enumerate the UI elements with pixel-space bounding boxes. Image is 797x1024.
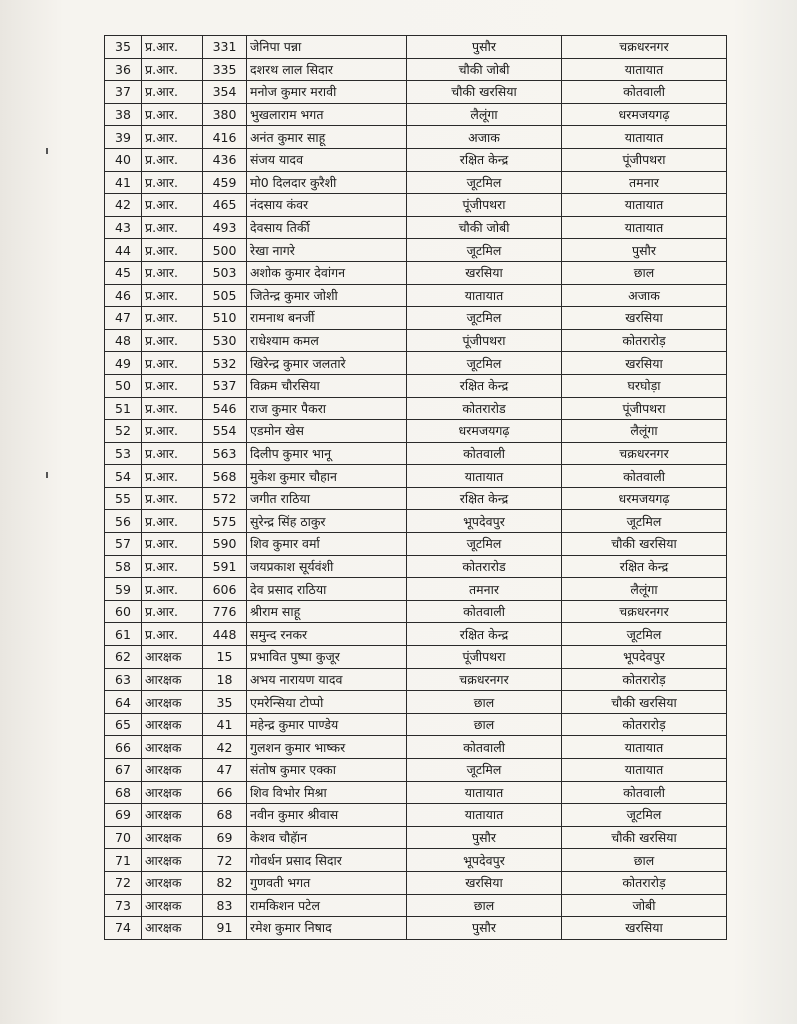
rank-cell: प्र.आर. [142, 533, 203, 556]
to-posting-cell: अजाक [562, 284, 727, 307]
serial-number-cell: 64 [105, 691, 142, 714]
employee-name-cell: मनोज कुमार मरावी [247, 81, 407, 104]
rank-cell: प्र.आर. [142, 600, 203, 623]
transfer-table [104, 35, 727, 940]
rank-cell: प्र.आर. [142, 510, 203, 533]
table-row [105, 533, 727, 556]
table-row [105, 781, 727, 804]
employee-name-cell: अनंत कुमार साहू [247, 126, 407, 149]
serial-number-cell: 40 [105, 148, 142, 171]
badge-number-cell: 35 [203, 691, 247, 714]
employee-name-cell: प्रभावित पुष्पा कुजूर [247, 646, 407, 669]
badge-number-cell: 493 [203, 216, 247, 239]
employee-name-cell: रामनाथ बनर्जी [247, 307, 407, 330]
rank-cell: आरक्षक [142, 668, 203, 691]
badge-number-cell: 546 [203, 397, 247, 420]
table-body [105, 36, 727, 940]
from-posting-cell: धरमजयगढ़ [407, 420, 562, 443]
from-posting-cell: चौकी जोबी [407, 58, 562, 81]
to-posting-cell: जूटमिल [562, 623, 727, 646]
employee-name-cell: शिव विभोर मिश्रा [247, 781, 407, 804]
serial-number-cell: 50 [105, 374, 142, 397]
table-row [105, 849, 727, 872]
punch-mark [46, 148, 48, 154]
rank-cell: प्र.आर. [142, 465, 203, 488]
rank-cell: प्र.आर. [142, 58, 203, 81]
rank-cell: आरक्षक [142, 646, 203, 669]
to-posting-cell: रक्षित केन्द्र [562, 555, 727, 578]
from-posting-cell: यातायात [407, 781, 562, 804]
rank-cell: प्र.आर. [142, 216, 203, 239]
rank-cell: प्र.आर. [142, 36, 203, 59]
table-row [105, 736, 727, 759]
table-row [105, 646, 727, 669]
employee-name-cell: विक्रम चौरसिया [247, 374, 407, 397]
to-posting-cell: लैलूंगा [562, 420, 727, 443]
from-posting-cell: जूटमिल [407, 533, 562, 556]
badge-number-cell: 572 [203, 487, 247, 510]
serial-number-cell: 69 [105, 804, 142, 827]
badge-number-cell: 563 [203, 442, 247, 465]
table-row [105, 352, 727, 375]
badge-number-cell: 510 [203, 307, 247, 330]
badge-number-cell: 591 [203, 555, 247, 578]
employee-name-cell: सुरेन्द्र सिंह ठाकुर [247, 510, 407, 533]
rank-cell: आरक्षक [142, 804, 203, 827]
rank-cell: प्र.आर. [142, 374, 203, 397]
badge-number-cell: 606 [203, 578, 247, 601]
badge-number-cell: 41 [203, 713, 247, 736]
to-posting-cell: कोतरारोड़ [562, 871, 727, 894]
from-posting-cell: चक्रधरनगर [407, 668, 562, 691]
serial-number-cell: 35 [105, 36, 142, 59]
rank-cell: प्र.आर. [142, 397, 203, 420]
badge-number-cell: 503 [203, 261, 247, 284]
rank-cell: प्र.आर. [142, 555, 203, 578]
employee-name-cell: दशरथ लाल सिदार [247, 58, 407, 81]
serial-number-cell: 48 [105, 329, 142, 352]
rank-cell: प्र.आर. [142, 103, 203, 126]
rank-cell: प्र.आर. [142, 329, 203, 352]
serial-number-cell: 74 [105, 917, 142, 940]
to-posting-cell: कोतरारोड़ [562, 329, 727, 352]
from-posting-cell: चौकी जोबी [407, 216, 562, 239]
badge-number-cell: 331 [203, 36, 247, 59]
from-posting-cell: रक्षित केन्द्र [407, 487, 562, 510]
table-row [105, 284, 727, 307]
badge-number-cell: 68 [203, 804, 247, 827]
badge-number-cell: 537 [203, 374, 247, 397]
badge-number-cell: 459 [203, 171, 247, 194]
badge-number-cell: 416 [203, 126, 247, 149]
rank-cell: आरक्षक [142, 826, 203, 849]
to-posting-cell: पुसौर [562, 239, 727, 262]
serial-number-cell: 59 [105, 578, 142, 601]
employee-name-cell: भुखलाराम भगत [247, 103, 407, 126]
rank-cell: प्र.आर. [142, 578, 203, 601]
to-posting-cell: खरसिया [562, 352, 727, 375]
rank-cell: प्र.आर. [142, 623, 203, 646]
employee-name-cell: अभय नारायण यादव [247, 668, 407, 691]
punch-mark [46, 472, 48, 478]
badge-number-cell: 500 [203, 239, 247, 262]
employee-name-cell: खिरेन्द्र कुमार जलतारे [247, 352, 407, 375]
employee-name-cell: राज कुमार पैकरा [247, 397, 407, 420]
serial-number-cell: 43 [105, 216, 142, 239]
from-posting-cell: छाल [407, 894, 562, 917]
table-row [105, 126, 727, 149]
serial-number-cell: 37 [105, 81, 142, 104]
from-posting-cell: जूटमिल [407, 171, 562, 194]
table-row [105, 103, 727, 126]
from-posting-cell: कोतवाली [407, 442, 562, 465]
employee-name-cell: अशोक कुमार देवांगन [247, 261, 407, 284]
employee-name-cell: श्रीराम साहू [247, 600, 407, 623]
from-posting-cell: जूटमिल [407, 239, 562, 262]
rank-cell: प्र.आर. [142, 420, 203, 443]
employee-name-cell: नंदसाय कंवर [247, 194, 407, 217]
rank-cell: प्र.आर. [142, 148, 203, 171]
to-posting-cell: यातायात [562, 58, 727, 81]
badge-number-cell: 42 [203, 736, 247, 759]
table-row [105, 216, 727, 239]
to-posting-cell: यातायात [562, 126, 727, 149]
table-row [105, 239, 727, 262]
badge-number-cell: 83 [203, 894, 247, 917]
from-posting-cell: पुसौर [407, 917, 562, 940]
from-posting-cell: जूटमिल [407, 352, 562, 375]
from-posting-cell: पूंजीपथरा [407, 329, 562, 352]
serial-number-cell: 58 [105, 555, 142, 578]
to-posting-cell: भूपदेवपुर [562, 646, 727, 669]
employee-name-cell: गुणवती भगत [247, 871, 407, 894]
serial-number-cell: 39 [105, 126, 142, 149]
from-posting-cell: जूटमिल [407, 307, 562, 330]
badge-number-cell: 335 [203, 58, 247, 81]
to-posting-cell: यातायात [562, 759, 727, 782]
serial-number-cell: 45 [105, 261, 142, 284]
table-row [105, 442, 727, 465]
table-row [105, 623, 727, 646]
badge-number-cell: 448 [203, 623, 247, 646]
employee-name-cell: रामकिशन पटेल [247, 894, 407, 917]
rank-cell: आरक्षक [142, 917, 203, 940]
to-posting-cell: चक्रधरनगर [562, 442, 727, 465]
table-row [105, 194, 727, 217]
serial-number-cell: 56 [105, 510, 142, 533]
to-posting-cell: कोतवाली [562, 465, 727, 488]
serial-number-cell: 67 [105, 759, 142, 782]
serial-number-cell: 60 [105, 600, 142, 623]
rank-cell: प्र.आर. [142, 239, 203, 262]
table-row [105, 465, 727, 488]
employee-name-cell: एडमोन खेस [247, 420, 407, 443]
badge-number-cell: 47 [203, 759, 247, 782]
rank-cell: आरक्षक [142, 691, 203, 714]
table-row [105, 81, 727, 104]
table-row [105, 555, 727, 578]
serial-number-cell: 68 [105, 781, 142, 804]
to-posting-cell: खरसिया [562, 917, 727, 940]
employee-name-cell: एमरेन्सिया टोप्पो [247, 691, 407, 714]
rank-cell: प्र.आर. [142, 171, 203, 194]
rank-cell: प्र.आर. [142, 261, 203, 284]
from-posting-cell: रक्षित केन्द्र [407, 148, 562, 171]
rank-cell: आरक्षक [142, 759, 203, 782]
table-row [105, 397, 727, 420]
employee-name-cell: रेखा नागरे [247, 239, 407, 262]
serial-number-cell: 49 [105, 352, 142, 375]
from-posting-cell: खरसिया [407, 261, 562, 284]
serial-number-cell: 62 [105, 646, 142, 669]
badge-number-cell: 530 [203, 329, 247, 352]
employee-name-cell: गुलशन कुमार भाष्कर [247, 736, 407, 759]
rank-cell: प्र.आर. [142, 194, 203, 217]
employee-name-cell: मो0 दिलदार कुरैशी [247, 171, 407, 194]
table-row [105, 487, 727, 510]
table-row [105, 148, 727, 171]
serial-number-cell: 70 [105, 826, 142, 849]
table-row [105, 420, 727, 443]
to-posting-cell: लैलूंगा [562, 578, 727, 601]
to-posting-cell: जूटमिल [562, 804, 727, 827]
from-posting-cell: छाल [407, 691, 562, 714]
to-posting-cell: चौकी खरसिया [562, 826, 727, 849]
from-posting-cell: यातायात [407, 465, 562, 488]
badge-number-cell: 436 [203, 148, 247, 171]
serial-number-cell: 52 [105, 420, 142, 443]
from-posting-cell: यातायात [407, 804, 562, 827]
badge-number-cell: 72 [203, 849, 247, 872]
employee-name-cell: नवीन कुमार श्रीवास [247, 804, 407, 827]
from-posting-cell: रक्षित केन्द्र [407, 374, 562, 397]
from-posting-cell: कोतवाली [407, 736, 562, 759]
rank-cell: प्र.आर. [142, 81, 203, 104]
to-posting-cell: धरमजयगढ़ [562, 103, 727, 126]
table-row [105, 804, 727, 827]
to-posting-cell: चक्रधरनगर [562, 36, 727, 59]
employee-name-cell: मुकेश कुमार चौहान [247, 465, 407, 488]
from-posting-cell: लैलूंगा [407, 103, 562, 126]
employee-name-cell: गोवर्धन प्रसाद सिदार [247, 849, 407, 872]
serial-number-cell: 65 [105, 713, 142, 736]
table-row [105, 871, 727, 894]
badge-number-cell: 776 [203, 600, 247, 623]
to-posting-cell: तमनार [562, 171, 727, 194]
serial-number-cell: 46 [105, 284, 142, 307]
serial-number-cell: 55 [105, 487, 142, 510]
from-posting-cell: तमनार [407, 578, 562, 601]
badge-number-cell: 575 [203, 510, 247, 533]
from-posting-cell: छाल [407, 713, 562, 736]
badge-number-cell: 590 [203, 533, 247, 556]
serial-number-cell: 47 [105, 307, 142, 330]
to-posting-cell: यातायात [562, 736, 727, 759]
rank-cell: प्र.आर. [142, 352, 203, 375]
to-posting-cell: धरमजयगढ़ [562, 487, 727, 510]
rank-cell: प्र.आर. [142, 126, 203, 149]
to-posting-cell: कोतरारोड़ [562, 668, 727, 691]
badge-number-cell: 69 [203, 826, 247, 849]
table-row [105, 691, 727, 714]
employee-name-cell: देव प्रसाद राठिया [247, 578, 407, 601]
from-posting-cell: खरसिया [407, 871, 562, 894]
to-posting-cell: खरसिया [562, 307, 727, 330]
serial-number-cell: 57 [105, 533, 142, 556]
employee-name-cell: जितेन्द्र कुमार जोशी [247, 284, 407, 307]
to-posting-cell: चौकी खरसिया [562, 691, 727, 714]
table-row [105, 713, 727, 736]
to-posting-cell: घरघोड़ा [562, 374, 727, 397]
from-posting-cell: यातायात [407, 284, 562, 307]
employee-name-cell: राधेश्याम कमल [247, 329, 407, 352]
table-row [105, 600, 727, 623]
rank-cell: आरक्षक [142, 736, 203, 759]
table-row [105, 894, 727, 917]
badge-number-cell: 554 [203, 420, 247, 443]
badge-number-cell: 15 [203, 646, 247, 669]
table-row [105, 36, 727, 59]
badge-number-cell: 465 [203, 194, 247, 217]
rank-cell: प्र.आर. [142, 487, 203, 510]
from-posting-cell: भूपदेवपुर [407, 510, 562, 533]
serial-number-cell: 73 [105, 894, 142, 917]
rank-cell: आरक्षक [142, 871, 203, 894]
badge-number-cell: 505 [203, 284, 247, 307]
rank-cell: प्र.आर. [142, 442, 203, 465]
serial-number-cell: 71 [105, 849, 142, 872]
serial-number-cell: 63 [105, 668, 142, 691]
employee-name-cell: महेन्द्र कुमार पाण्डेय [247, 713, 407, 736]
from-posting-cell: कोतरारोड [407, 555, 562, 578]
table-row [105, 578, 727, 601]
serial-number-cell: 38 [105, 103, 142, 126]
from-posting-cell: चौकी खरसिया [407, 81, 562, 104]
badge-number-cell: 66 [203, 781, 247, 804]
employee-name-cell: दिलीप कुमार भानू [247, 442, 407, 465]
from-posting-cell: भूपदेवपुर [407, 849, 562, 872]
badge-number-cell: 18 [203, 668, 247, 691]
from-posting-cell: अजाक [407, 126, 562, 149]
table-row [105, 171, 727, 194]
table-row [105, 307, 727, 330]
rank-cell: आरक्षक [142, 713, 203, 736]
rank-cell: प्र.आर. [142, 307, 203, 330]
to-posting-cell: चक्रधरनगर [562, 600, 727, 623]
employee-name-cell: शिव कुमार वर्मा [247, 533, 407, 556]
from-posting-cell: पुसौर [407, 826, 562, 849]
table-row [105, 668, 727, 691]
table-row [105, 826, 727, 849]
employee-name-cell: रमेश कुमार निषाद [247, 917, 407, 940]
to-posting-cell: यातायात [562, 194, 727, 217]
employee-name-cell: जयप्रकाश सूर्यवंशी [247, 555, 407, 578]
table-row [105, 510, 727, 533]
employee-name-cell: जगीत राठिया [247, 487, 407, 510]
serial-number-cell: 41 [105, 171, 142, 194]
employee-name-cell: समुन्द रनकर [247, 623, 407, 646]
to-posting-cell: कोतवाली [562, 81, 727, 104]
badge-number-cell: 380 [203, 103, 247, 126]
from-posting-cell: कोतवाली [407, 600, 562, 623]
to-posting-cell: चौकी खरसिया [562, 533, 727, 556]
to-posting-cell: पूंजीपथरा [562, 397, 727, 420]
serial-number-cell: 51 [105, 397, 142, 420]
badge-number-cell: 568 [203, 465, 247, 488]
from-posting-cell: पुसौर [407, 36, 562, 59]
serial-number-cell: 72 [105, 871, 142, 894]
employee-name-cell: संजय यादव [247, 148, 407, 171]
to-posting-cell: जूटमिल [562, 510, 727, 533]
to-posting-cell: पूंजीपथरा [562, 148, 727, 171]
to-posting-cell: कोतवाली [562, 781, 727, 804]
from-posting-cell: रक्षित केन्द्र [407, 623, 562, 646]
serial-number-cell: 36 [105, 58, 142, 81]
table-row [105, 374, 727, 397]
serial-number-cell: 66 [105, 736, 142, 759]
badge-number-cell: 354 [203, 81, 247, 104]
to-posting-cell: यातायात [562, 216, 727, 239]
badge-number-cell: 532 [203, 352, 247, 375]
serial-number-cell: 54 [105, 465, 142, 488]
table-row [105, 329, 727, 352]
to-posting-cell: जोबी [562, 894, 727, 917]
table-row [105, 58, 727, 81]
employee-name-cell: जेनिपा पन्ना [247, 36, 407, 59]
serial-number-cell: 42 [105, 194, 142, 217]
badge-number-cell: 91 [203, 917, 247, 940]
serial-number-cell: 53 [105, 442, 142, 465]
to-posting-cell: छाल [562, 849, 727, 872]
to-posting-cell: छाल [562, 261, 727, 284]
rank-cell: आरक्षक [142, 849, 203, 872]
serial-number-cell: 44 [105, 239, 142, 262]
table-row [105, 759, 727, 782]
from-posting-cell: जूटमिल [407, 759, 562, 782]
employee-name-cell: देवसाय तिर्की [247, 216, 407, 239]
to-posting-cell: कोतरारोड़ [562, 713, 727, 736]
from-posting-cell: पूंजीपथरा [407, 194, 562, 217]
employee-name-cell: संतोष कुमार एक्का [247, 759, 407, 782]
table-row [105, 261, 727, 284]
serial-number-cell: 61 [105, 623, 142, 646]
rank-cell: आरक्षक [142, 781, 203, 804]
from-posting-cell: पूंजीपथरा [407, 646, 562, 669]
rank-cell: आरक्षक [142, 894, 203, 917]
from-posting-cell: कोतरारोड [407, 397, 562, 420]
table-row [105, 917, 727, 940]
rank-cell: प्र.आर. [142, 284, 203, 307]
employee-name-cell: केशव चौहॅान [247, 826, 407, 849]
badge-number-cell: 82 [203, 871, 247, 894]
